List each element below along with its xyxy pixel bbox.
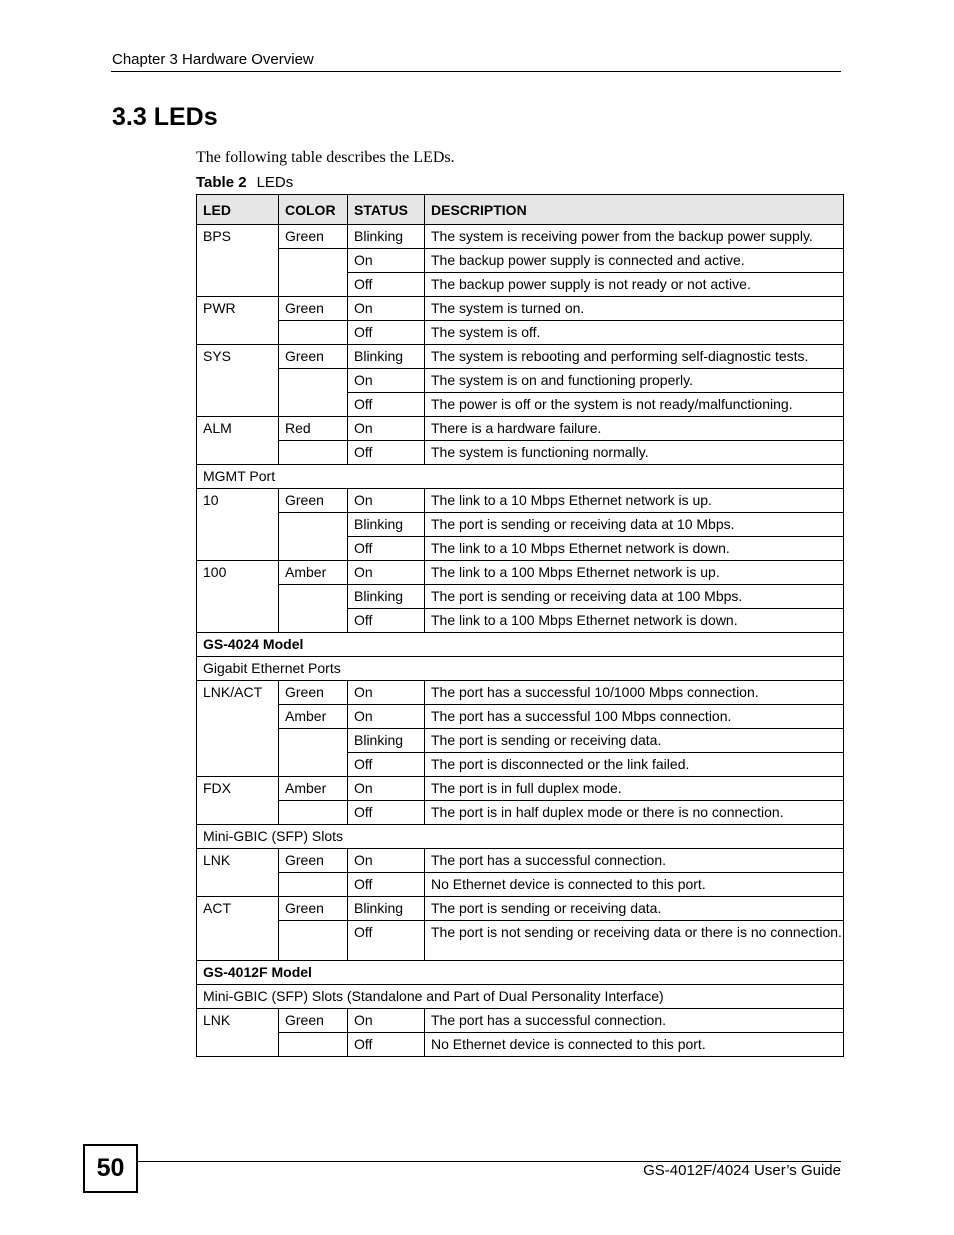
cell-description: The port has a successful 10/1000 Mbps connection.: [425, 681, 844, 705]
cell-status: Blinking: [348, 345, 425, 369]
cell-status: Blinking: [348, 225, 425, 249]
cell-description: The port is sending or receiving data.: [425, 729, 844, 753]
cell-status: Off: [348, 873, 425, 897]
cell-color: [279, 441, 348, 465]
cell-led: 10: [197, 489, 279, 561]
cell-color: [279, 873, 348, 897]
cell-status: Off: [348, 321, 425, 345]
cell-description: The port is sending or receiving data at 10 Mbps.: [425, 513, 844, 537]
column-header-description: DESCRIPTION: [425, 195, 844, 225]
cell-description: No Ethernet device is connected to this port.: [425, 873, 844, 897]
cell-description: The link to a 100 Mbps Ethernet network is up.: [425, 561, 844, 585]
column-header-status: STATUS: [348, 195, 425, 225]
table-row: [197, 777, 844, 801]
cell-description: The link to a 10 Mbps Ethernet network is down.: [425, 537, 844, 561]
table-row: [197, 321, 844, 345]
page-number: 50: [83, 1144, 138, 1193]
cell-color: Red: [279, 417, 348, 441]
cell-color: [279, 585, 348, 633]
cell-led: LNK: [197, 849, 279, 897]
cell-color: [279, 729, 348, 777]
table-row: [197, 585, 844, 609]
cell-description: The port is in half duplex mode or there is no connection.: [425, 801, 844, 825]
table-body: [197, 225, 844, 1057]
cell-description: The port has a successful connection.: [425, 849, 844, 873]
cell-led: SYS: [197, 345, 279, 417]
cell-color: [279, 249, 348, 297]
table-header-row: [197, 195, 844, 225]
table-caption-label: Table 2: [196, 174, 247, 191]
cell-description: The power is off or the system is not ready/malfunctioning.: [425, 393, 844, 417]
cell-description: The port is in full duplex mode.: [425, 777, 844, 801]
table-row: [197, 729, 844, 753]
cell-status: Blinking: [348, 585, 425, 609]
cell-color: Green: [279, 489, 348, 513]
cell-color: Green: [279, 297, 348, 321]
table-row: [197, 1033, 844, 1057]
cell-led: ACT: [197, 897, 279, 961]
cell-color: Amber: [279, 705, 348, 729]
guide-title: GS-4012F/4024 User’s Guide: [643, 1162, 841, 1179]
cell-led: BPS: [197, 225, 279, 297]
cell-description: The link to a 10 Mbps Ethernet network is up.: [425, 489, 844, 513]
cell-led: ALM: [197, 417, 279, 465]
cell-status: Off: [348, 753, 425, 777]
cell-color: [279, 513, 348, 561]
cell-status: Off: [348, 801, 425, 825]
cell-description: The port has a successful 100 Mbps connection.: [425, 705, 844, 729]
table-group-row: [197, 985, 844, 1009]
table-caption: [196, 174, 293, 191]
cell-color: Amber: [279, 561, 348, 585]
cell-led: LNK/ACT: [197, 681, 279, 777]
cell-description: The system is receiving power from the backup power supply.: [425, 225, 844, 249]
cell-color: Green: [279, 849, 348, 873]
cell-status: On: [348, 1009, 425, 1033]
table-group-cell: GS-4012F Model: [197, 961, 844, 985]
column-header-color: COLOR: [279, 195, 348, 225]
section-title: 3.3 LEDs: [112, 103, 218, 131]
cell-status: Off: [348, 1033, 425, 1057]
cell-description: No Ethernet device is connected to this port.: [425, 1033, 844, 1057]
table-row: [197, 681, 844, 705]
cell-description: The port is disconnected or the link failed.: [425, 753, 844, 777]
table-group-cell: MGMT Port: [197, 465, 844, 489]
cell-status: Off: [348, 537, 425, 561]
cell-color: Green: [279, 681, 348, 705]
cell-color: Green: [279, 897, 348, 921]
table-row: [197, 873, 844, 897]
table-row: [197, 561, 844, 585]
table-group-cell: Mini-GBIC (SFP) Slots: [197, 825, 844, 849]
cell-color: [279, 321, 348, 345]
cell-status: On: [348, 849, 425, 873]
table-group-cell: Mini-GBIC (SFP) Slots (Standalone and Part of Dual Personality Interface): [197, 985, 844, 1009]
cell-color: Green: [279, 225, 348, 249]
table-group-row: [197, 465, 844, 489]
table-row: [197, 345, 844, 369]
cell-color: [279, 1033, 348, 1057]
table-row: [197, 489, 844, 513]
cell-status: Blinking: [348, 897, 425, 921]
cell-description: The system is functioning normally.: [425, 441, 844, 465]
cell-description: The backup power supply is connected and active.: [425, 249, 844, 273]
cell-status: Blinking: [348, 513, 425, 537]
leds-table: [196, 194, 844, 1057]
cell-status: On: [348, 417, 425, 441]
cell-status: Off: [348, 393, 425, 417]
cell-description: The port is not sending or receiving data or there is no connection.: [425, 921, 844, 961]
cell-status: On: [348, 249, 425, 273]
running-header: Chapter 3 Hardware Overview: [112, 51, 314, 68]
cell-led: LNK: [197, 1009, 279, 1057]
cell-description: The port is sending or receiving data.: [425, 897, 844, 921]
cell-status: Off: [348, 273, 425, 297]
table-row: [197, 441, 844, 465]
cell-status: Off: [348, 441, 425, 465]
cell-color: [279, 801, 348, 825]
cell-description: The port has a successful connection.: [425, 1009, 844, 1033]
table-row: [197, 297, 844, 321]
table-row: [197, 801, 844, 825]
cell-status: Off: [348, 609, 425, 633]
cell-status: On: [348, 561, 425, 585]
cell-description: The system is turned on.: [425, 297, 844, 321]
table-group-row: [197, 825, 844, 849]
table-row: [197, 849, 844, 873]
cell-status: On: [348, 297, 425, 321]
cell-description: The port is sending or receiving data at 100 Mbps.: [425, 585, 844, 609]
cell-description: The system is on and functioning properly.: [425, 369, 844, 393]
cell-color: [279, 921, 348, 961]
table-row: [197, 1009, 844, 1033]
header-rule: [111, 71, 841, 72]
cell-description: The system is off.: [425, 321, 844, 345]
table-row: [197, 897, 844, 921]
table-group-row: [197, 633, 844, 657]
cell-status: On: [348, 369, 425, 393]
table-group-row: [197, 657, 844, 681]
cell-led: 100: [197, 561, 279, 633]
table-group-row: [197, 961, 844, 985]
cell-description: The backup power supply is not ready or not active.: [425, 273, 844, 297]
table-row: [197, 369, 844, 393]
table-row: [197, 417, 844, 441]
cell-led: FDX: [197, 777, 279, 825]
table-group-cell: Gigabit Ethernet Ports: [197, 657, 844, 681]
intro-paragraph: The following table describes the LEDs.: [196, 149, 455, 166]
table-caption-title: LEDs: [256, 174, 294, 191]
cell-status: Blinking: [348, 729, 425, 753]
table-group-cell: GS-4024 Model: [197, 633, 844, 657]
cell-status: On: [348, 681, 425, 705]
cell-status: On: [348, 705, 425, 729]
cell-color: Green: [279, 345, 348, 369]
table-row: [197, 921, 844, 961]
cell-description: The system is rebooting and performing self-diagnostic tests.: [425, 345, 844, 369]
table-row: [197, 249, 844, 273]
cell-color: Amber: [279, 777, 348, 801]
table-row: [197, 513, 844, 537]
cell-status: Off: [348, 921, 425, 961]
cell-status: On: [348, 489, 425, 513]
table-row: [197, 225, 844, 249]
cell-color: Green: [279, 1009, 348, 1033]
cell-description: There is a hardware failure.: [425, 417, 844, 441]
column-header-led: LED: [197, 195, 279, 225]
cell-description: The link to a 100 Mbps Ethernet network is down.: [425, 609, 844, 633]
cell-status: On: [348, 777, 425, 801]
table-row: [197, 705, 844, 729]
cell-led: PWR: [197, 297, 279, 345]
cell-color: [279, 369, 348, 417]
